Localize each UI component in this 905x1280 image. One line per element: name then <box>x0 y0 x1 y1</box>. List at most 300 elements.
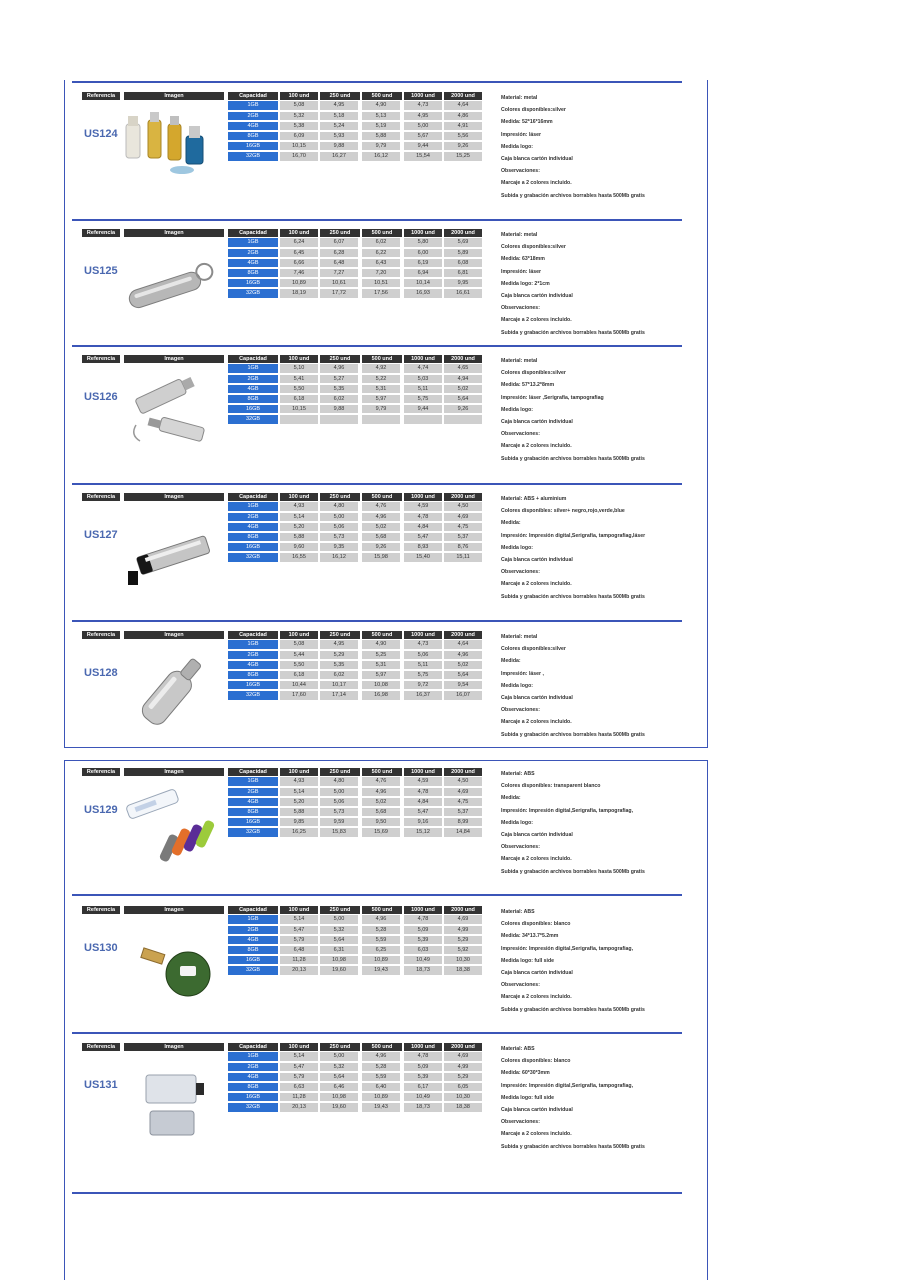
detail-line: Medida: 57*13.2*8mm <box>501 382 555 389</box>
price-cell: 4,59 <box>404 777 442 785</box>
price-cell: 5,28 <box>362 1063 400 1071</box>
price-cell: 9,26 <box>444 142 482 150</box>
price-cell: 6,25 <box>362 946 400 954</box>
price-cell: 4,93 <box>280 777 318 785</box>
capacity-cell: 2GB <box>228 651 278 660</box>
price-cell: 5,59 <box>362 1073 400 1081</box>
price-cell: 4,80 <box>320 777 358 785</box>
column-header: 100 und <box>280 355 318 363</box>
column-header: 250 und <box>320 493 360 501</box>
detail-line: Observaciones: <box>501 707 540 714</box>
capacity-cell: 8GB <box>228 1083 278 1092</box>
capacity-cell: 8GB <box>228 671 278 680</box>
column-header: 500 und <box>362 92 402 100</box>
detail-line: Marcaje a 2 colores incluido. <box>501 443 572 450</box>
capacity-cell: 2GB <box>228 375 278 384</box>
column-header: Referencia <box>82 493 120 501</box>
price-cell: 5,14 <box>280 513 318 521</box>
price-cell: 20,13 <box>280 966 318 974</box>
price-cell: 6,02 <box>320 671 358 679</box>
price-cell: 9,44 <box>404 405 442 413</box>
capacity-cell: 1GB <box>228 1052 278 1061</box>
column-header: 100 und <box>280 1043 318 1051</box>
price-cell: 10,89 <box>362 1093 400 1101</box>
price-cell: 7,46 <box>280 269 318 277</box>
price-cell: 4,96 <box>320 364 358 372</box>
price-cell: 19,60 <box>320 966 358 974</box>
detail-line: Marcaje a 2 colores incluido. <box>501 719 572 726</box>
price-cell: 7,20 <box>362 269 400 277</box>
column-header: Capacidad <box>228 229 278 237</box>
price-cell: 5,09 <box>404 1063 442 1071</box>
detail-line: Medida logo: 2*1cm <box>501 280 550 287</box>
price-cell: 9,26 <box>362 543 400 551</box>
price-cell: 5,39 <box>404 1073 442 1081</box>
product-block <box>82 631 702 759</box>
capacity-cell: 16GB <box>228 279 278 288</box>
price-cell: 4,96 <box>362 915 400 923</box>
price-cell: 5,32 <box>280 112 318 120</box>
price-cell <box>362 415 400 423</box>
price-cell: 9,85 <box>280 818 318 826</box>
price-cell: 5,41 <box>280 375 318 383</box>
capacity-cell: 8GB <box>228 533 278 542</box>
column-header: 500 und <box>362 493 402 501</box>
column-header: 1000 und <box>404 493 442 501</box>
capacity-cell: 4GB <box>228 122 278 131</box>
price-cell: 10,98 <box>320 956 358 964</box>
capacity-cell: 8GB <box>228 132 278 141</box>
price-cell: 5,29 <box>320 651 358 659</box>
detail-line: Marcaje a 2 colores incluido. <box>501 856 572 863</box>
column-header: 250 und <box>320 92 360 100</box>
product-block <box>82 493 702 621</box>
price-cell: 5,69 <box>444 238 482 246</box>
price-cell: 16,70 <box>280 152 318 160</box>
column-header: 500 und <box>362 631 402 639</box>
column-header: 250 und <box>320 355 360 363</box>
price-cell: 5,59 <box>362 936 400 944</box>
price-cell: 4,99 <box>444 1063 482 1071</box>
price-cell: 4,96 <box>444 651 482 659</box>
detail-line: Material: metal <box>501 95 538 101</box>
capacity-cell: 2GB <box>228 926 278 935</box>
capacity-cell: 8GB <box>228 946 278 955</box>
price-cell: 9,50 <box>362 818 400 826</box>
detail-line: Medida: <box>501 658 521 665</box>
column-header: Referencia <box>82 906 120 914</box>
price-cell: 18,38 <box>444 1103 482 1111</box>
capacity-cell: 2GB <box>228 112 278 121</box>
price-cell: 9,44 <box>404 142 442 150</box>
price-cell: 5,88 <box>362 132 400 140</box>
price-cell: 5,32 <box>320 926 358 934</box>
price-cell: 15,40 <box>404 553 442 561</box>
price-cell: 17,72 <box>320 289 358 297</box>
price-cell: 4,74 <box>404 364 442 372</box>
column-header: 2000 und <box>444 1043 482 1051</box>
price-cell: 5,50 <box>280 661 318 669</box>
price-cell: 5,22 <box>362 375 400 383</box>
price-cell: 9,72 <box>404 681 442 689</box>
price-cell: 15,25 <box>444 152 482 160</box>
price-cell: 4,76 <box>362 777 400 785</box>
price-cell: 10,61 <box>320 279 358 287</box>
price-cell: 4,78 <box>404 915 442 923</box>
detail-line: Impresión: Impresión digital,Serigrafía, tampografiag,láser <box>501 532 646 539</box>
column-header: Imagen <box>124 493 224 501</box>
detail-line: Colores disponibles: blanco <box>501 1058 571 1065</box>
price-cell: 4,84 <box>404 523 442 531</box>
price-cell: 8,99 <box>444 818 482 826</box>
column-header: 250 und <box>320 1043 360 1051</box>
column-header: 1000 und <box>404 1043 442 1051</box>
price-cell: 5,39 <box>404 936 442 944</box>
product-image <box>116 778 226 880</box>
detail-line: Observaciones: <box>501 431 540 438</box>
price-cell: 4,96 <box>362 1052 400 1060</box>
price-cell: 7,27 <box>320 269 358 277</box>
detail-line: Subida y grabación archivos borrables hasta 500Mb gratis <box>501 731 645 738</box>
column-header: 2000 und <box>444 355 482 363</box>
price-cell: 4,73 <box>404 101 442 109</box>
product-image <box>116 239 226 341</box>
detail-line: Subida y grabación archivos borrables hasta 500Mb gratis <box>501 455 645 462</box>
price-cell: 5,37 <box>444 808 482 816</box>
price-cell: 5,27 <box>320 375 358 383</box>
price-cell: 16,55 <box>280 553 318 561</box>
price-cell: 9,59 <box>320 818 358 826</box>
product-image <box>116 365 226 467</box>
detail-line: Subida y grabación archivos borrables hasta 500Mb gratis <box>501 593 645 600</box>
price-cell: 4,95 <box>320 640 358 648</box>
price-cell: 5,11 <box>404 661 442 669</box>
price-cell: 9,79 <box>362 405 400 413</box>
price-cell <box>280 415 318 423</box>
price-cell: 10,15 <box>280 142 318 150</box>
price-cell: 5,00 <box>320 1052 358 1060</box>
capacity-cell: 1GB <box>228 238 278 247</box>
column-header: Capacidad <box>228 906 278 914</box>
price-cell: 4,80 <box>320 502 358 510</box>
divider <box>72 81 682 83</box>
price-cell: 6,94 <box>404 269 442 277</box>
price-cell: 15,69 <box>362 828 400 836</box>
capacity-cell: 32GB <box>228 415 278 424</box>
column-header: 500 und <box>362 768 402 776</box>
product-details <box>501 906 701 1016</box>
detail-line: Colores disponibles:silver <box>501 646 566 653</box>
price-cell: 4,84 <box>404 798 442 806</box>
price-cell: 10,14 <box>404 279 442 287</box>
price-cell: 5,93 <box>320 132 358 140</box>
price-cell: 6,19 <box>404 259 442 267</box>
price-cell: 18,73 <box>404 1103 442 1111</box>
detail-line: Impresión: Impresión digital,Serigrafía, tampografiag, <box>501 945 634 952</box>
price-cell: 15,83 <box>320 828 358 836</box>
column-header: Capacidad <box>228 92 278 100</box>
capacity-cell: 32GB <box>228 828 278 837</box>
price-cell: 4,76 <box>362 502 400 510</box>
product-image <box>116 503 226 605</box>
price-cell: 5,64 <box>444 395 482 403</box>
price-cell: 4,65 <box>444 364 482 372</box>
price-cell: 10,17 <box>320 681 358 689</box>
capacity-cell: 4GB <box>228 385 278 394</box>
price-cell: 5,20 <box>280 798 318 806</box>
detail-line: Colores disponibles: transparent blanco <box>501 783 601 790</box>
column-header: 1000 und <box>404 229 442 237</box>
detail-line: Subida y grabación archivos borrables hasta 500Mb gratis <box>501 868 645 875</box>
price-cell: 5,67 <box>404 132 442 140</box>
price-cell: 5,06 <box>320 523 358 531</box>
price-cell: 5,50 <box>280 385 318 393</box>
price-cell: 15,12 <box>404 828 442 836</box>
price-cell: 6,02 <box>320 395 358 403</box>
capacity-cell: 32GB <box>228 691 278 700</box>
price-cell: 5,88 <box>280 808 318 816</box>
product-block <box>82 768 702 896</box>
price-cell: 10,30 <box>444 1093 482 1101</box>
column-header: Capacidad <box>228 631 278 639</box>
product-details <box>501 631 701 741</box>
detail-line: Medida logo: <box>501 544 533 551</box>
detail-line: Medida logo: full side <box>501 1094 555 1101</box>
detail-line: Medida logo: full side <box>501 957 555 964</box>
product-reference: US128 <box>84 667 118 679</box>
column-header: 100 und <box>280 906 318 914</box>
column-header: Imagen <box>124 906 224 914</box>
column-header: Imagen <box>124 355 224 363</box>
capacity-cell: 2GB <box>228 249 278 258</box>
price-cell: 16,27 <box>320 152 358 160</box>
price-cell: 5,24 <box>320 122 358 130</box>
product-details <box>501 355 701 465</box>
price-cell: 5,25 <box>362 651 400 659</box>
column-header: Referencia <box>82 631 120 639</box>
price-cell: 9,88 <box>320 142 358 150</box>
price-cell: 5,80 <box>404 238 442 246</box>
price-cell: 5,13 <box>362 112 400 120</box>
column-header: Imagen <box>124 631 224 639</box>
price-cell: 15,54 <box>404 152 442 160</box>
detail-line: Caja blanca cartón individual <box>501 831 573 838</box>
product-reference: US125 <box>84 265 118 277</box>
price-cell: 6,08 <box>444 259 482 267</box>
column-header: Capacidad <box>228 768 278 776</box>
capacity-cell: 1GB <box>228 915 278 924</box>
price-cell: 5,08 <box>280 640 318 648</box>
column-header: 500 und <box>362 229 402 237</box>
capacity-cell: 32GB <box>228 152 278 161</box>
price-cell: 5,47 <box>280 1063 318 1071</box>
price-cell: 6,22 <box>362 249 400 257</box>
price-cell: 5,79 <box>280 1073 318 1081</box>
price-cell: 6,07 <box>320 238 358 246</box>
capacity-cell: 32GB <box>228 289 278 298</box>
column-header: 500 und <box>362 906 402 914</box>
capacity-cell: 2GB <box>228 788 278 797</box>
column-header: 2000 und <box>444 493 482 501</box>
capacity-cell: 16GB <box>228 1093 278 1102</box>
price-cell: 6,18 <box>280 671 318 679</box>
detail-line: Caja blanca cartón individual <box>501 556 573 563</box>
price-cell: 11,28 <box>280 1093 318 1101</box>
capacity-cell: 16GB <box>228 543 278 552</box>
price-cell: 5,00 <box>404 122 442 130</box>
capacity-cell: 4GB <box>228 661 278 670</box>
price-cell: 5,18 <box>320 112 358 120</box>
capacity-cell: 4GB <box>228 1073 278 1082</box>
price-cell: 5,14 <box>280 788 318 796</box>
detail-line: Colores disponibles:silver <box>501 107 566 114</box>
price-cell: 6,03 <box>404 946 442 954</box>
detail-line: Caja blanca cartón individual <box>501 418 573 425</box>
price-cell: 19,43 <box>362 966 400 974</box>
capacity-cell: 32GB <box>228 553 278 562</box>
product-reference: US127 <box>84 529 118 541</box>
price-cell: 11,28 <box>280 956 318 964</box>
price-cell <box>444 415 482 423</box>
price-cell: 10,49 <box>404 956 442 964</box>
price-cell: 4,92 <box>362 364 400 372</box>
detail-line: Subida y grabación archivos borrables hasta 500Mb gratis <box>501 1006 645 1013</box>
capacity-cell: 1GB <box>228 640 278 649</box>
price-cell: 4,64 <box>444 101 482 109</box>
detail-line: Impresión: láser , <box>501 670 544 677</box>
capacity-cell: 16GB <box>228 956 278 965</box>
product-image <box>116 916 226 1018</box>
price-cell: 4,93 <box>280 502 318 510</box>
price-cell: 5,11 <box>404 385 442 393</box>
price-cell: 5,02 <box>362 798 400 806</box>
price-cell: 18,19 <box>280 289 318 297</box>
detail-line: Marcaje a 2 colores incluido. <box>501 180 572 187</box>
price-cell: 5,44 <box>280 651 318 659</box>
detail-line: Colores disponibles: silver+ negro,rojo,verde,blue <box>501 508 625 515</box>
price-cell: 4,96 <box>362 788 400 796</box>
price-cell: 9,35 <box>320 543 358 551</box>
product-details <box>501 92 701 202</box>
capacity-cell: 32GB <box>228 966 278 975</box>
detail-line: Medida logo: <box>501 682 533 689</box>
detail-line: Caja blanca cartón individual <box>501 1106 573 1113</box>
price-cell: 10,51 <box>362 279 400 287</box>
column-header: Imagen <box>124 229 224 237</box>
column-header: 1000 und <box>404 768 442 776</box>
detail-line: Material: metal <box>501 232 538 238</box>
product-details <box>501 1043 701 1153</box>
column-header: 100 und <box>280 229 318 237</box>
column-header: 100 und <box>280 92 318 100</box>
price-cell: 6,02 <box>362 238 400 246</box>
price-cell: 6,48 <box>320 259 358 267</box>
price-cell: 5,29 <box>444 1073 482 1081</box>
price-cell <box>320 415 358 423</box>
price-cell: 4,94 <box>444 375 482 383</box>
price-cell: 4,73 <box>404 640 442 648</box>
price-cell: 17,56 <box>362 289 400 297</box>
price-cell: 4,91 <box>444 122 482 130</box>
price-cell: 4,75 <box>444 523 482 531</box>
capacity-cell: 8GB <box>228 269 278 278</box>
price-cell: 6,24 <box>280 238 318 246</box>
capacity-cell: 4GB <box>228 798 278 807</box>
price-cell: 20,13 <box>280 1103 318 1111</box>
price-cell: 5,08 <box>280 101 318 109</box>
price-cell: 9,26 <box>444 405 482 413</box>
price-cell: 8,76 <box>444 543 482 551</box>
detail-line: Observaciones: <box>501 168 540 175</box>
detail-line: Marcaje a 2 colores incluido. <box>501 1131 572 1138</box>
price-cell: 5,14 <box>280 1052 318 1060</box>
price-cell: 5,73 <box>320 808 358 816</box>
price-cell: 17,60 <box>280 691 318 699</box>
detail-line: Caja blanca cartón individual <box>501 969 573 976</box>
capacity-cell: 4GB <box>228 259 278 268</box>
column-header: Imagen <box>124 1043 224 1051</box>
price-cell: 5,03 <box>404 375 442 383</box>
price-cell: 5,64 <box>320 1073 358 1081</box>
column-header: 2000 und <box>444 92 482 100</box>
detail-line: Material: ABS + aluminium <box>501 496 567 502</box>
column-header: 100 und <box>280 493 318 501</box>
price-cell: 4,69 <box>444 915 482 923</box>
price-cell: 6,43 <box>362 259 400 267</box>
price-cell: 10,15 <box>280 405 318 413</box>
detail-line: Marcaje a 2 colores incluido. <box>501 581 572 588</box>
price-cell: 5,92 <box>444 946 482 954</box>
price-cell: 16,93 <box>404 289 442 297</box>
product-image <box>116 102 226 204</box>
price-cell: 5,00 <box>320 513 358 521</box>
product-image <box>116 1053 226 1155</box>
capacity-cell: 16GB <box>228 681 278 690</box>
capacity-cell: 1GB <box>228 101 278 110</box>
column-header: Imagen <box>124 92 224 100</box>
detail-line: Medida logo: <box>501 143 533 150</box>
price-cell: 9,16 <box>404 818 442 826</box>
capacity-cell: 2GB <box>228 513 278 522</box>
price-cell: 4,50 <box>444 502 482 510</box>
price-cell: 5,31 <box>362 661 400 669</box>
capacity-cell: 4GB <box>228 523 278 532</box>
column-header: 2000 und <box>444 906 482 914</box>
price-cell: 6,00 <box>404 249 442 257</box>
product-image <box>116 641 226 743</box>
detail-line: Material: metal <box>501 358 538 364</box>
price-cell: 5,02 <box>444 661 482 669</box>
price-cell: 5,14 <box>280 915 318 923</box>
detail-line: Observaciones: <box>501 569 540 576</box>
product-block <box>82 1043 702 1171</box>
price-cell: 16,12 <box>320 553 358 561</box>
price-cell: 18,73 <box>404 966 442 974</box>
capacity-cell: 1GB <box>228 777 278 786</box>
price-cell: 4,90 <box>362 640 400 648</box>
price-cell: 15,98 <box>362 553 400 561</box>
column-header: 1000 und <box>404 631 442 639</box>
detail-line: Medida logo: <box>501 819 533 826</box>
price-cell: 4,69 <box>444 1052 482 1060</box>
detail-line: Impresión: Impresión digital,Serigrafía, tampografiag, <box>501 807 634 814</box>
column-header: Referencia <box>82 229 120 237</box>
price-cell: 5,00 <box>320 915 358 923</box>
price-cell: 10,44 <box>280 681 318 689</box>
column-header: 2000 und <box>444 229 482 237</box>
detail-line: Colores disponibles: blanco <box>501 921 571 928</box>
price-cell: 5,35 <box>320 661 358 669</box>
